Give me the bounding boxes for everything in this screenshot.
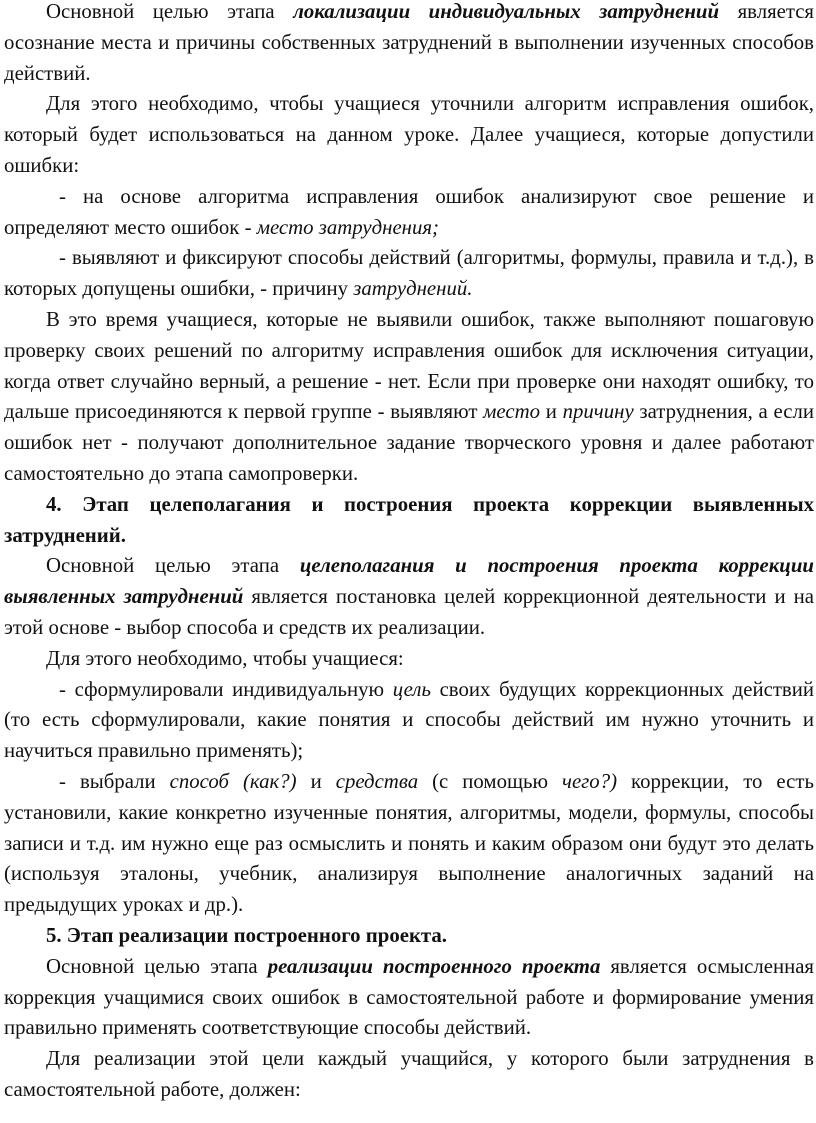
list-item (4, 675, 814, 767)
section-heading (4, 921, 814, 952)
text-run: является постановка целей коррекционной деятельности и на этой основе - выбор способа и средств их реализации. (4, 585, 814, 639)
text-run: выявляют и фиксируют способы действий (алгоритмы, формулы, правила и т.д.), в которых допущены ошибки, - причину (4, 246, 815, 301)
text-run: Основной целью этапа (46, 954, 268, 978)
text-run: В это время учащиеся, которые не выявили ошибок, также выполняют пошаговую проверку своих решений по алгоритму исправления ошибок для исключения ситуации, когда ответ случайно верный, а решение - нет. Если при проверке они находят ошибку, то дальше присоединяются к первой группе - выявляют (4, 307, 814, 424)
list-item (4, 767, 814, 921)
paragraph (4, 644, 814, 675)
text-run: Для этого необходимо, чтобы учащиеся уточнили алгоритм исправления ошибок, который будет использоваться на данном уроке. Далее учащиеся, которые допустили ошибки: (4, 92, 814, 177)
text-run: своих будущих коррекционных действий (то есть сформулировали, какие понятия и способы действий им нужно уточнить и научиться правильно применять); (4, 677, 814, 763)
text-run: сформулировали индивидуальную (74, 677, 393, 701)
paragraph (4, 305, 814, 490)
text-run: на основе алгоритма исправления ошибок анализируют свое решение и определяют место ошибок - (4, 184, 814, 239)
text-run: и (296, 769, 336, 793)
paragraph (4, 0, 814, 89)
text-run: 4. Этап целеполагания и построения проекта коррекции выявленных затруднений. (4, 492, 814, 547)
list-item (4, 243, 814, 305)
italic-term: цель (392, 677, 431, 701)
text-run: является осознание места и причины собственных затруднений в выполнении изученных способов действий. (4, 0, 815, 85)
italic-term: средства (335, 769, 419, 793)
text-run: коррекции, то есть установили, какие конкретно изученные понятия, алгоритмы, модели, формулы, способы записи и т.д. им нужно еще раз осмыслить и понять и каким образом они будут это делать (используя эталоны, учебник, анализируя выполнение аналогичных заданий на предыдущих уроках и др.). (4, 769, 814, 917)
list-item (4, 182, 814, 244)
text-run: является осмысленная коррекция учащимися своих ошибок в самостоятельной работе и формирование умения правильно применять соответствующие способы действий. (4, 954, 814, 1040)
italic-term: чего?) (562, 769, 618, 793)
emphasized-term: реализации построенного проекта (267, 954, 601, 978)
italic-term: способ (как?) (169, 769, 297, 793)
italic-term: место затруднения; (256, 215, 439, 239)
section-heading (4, 490, 814, 552)
text-run: Для этого необходимо, чтобы учащиеся: (46, 646, 404, 670)
text-run: Основной целью этапа (46, 554, 300, 578)
list-dash: - (59, 246, 72, 270)
list-dash: - (59, 184, 83, 208)
text-run: затруднения, а если ошибок нет - получают дополнительное задание творческого уровня и далее работают самостоятельно до этапа самопроверки. (4, 400, 814, 485)
paragraph (4, 89, 814, 181)
italic-term: место (483, 400, 541, 424)
text-run: (с помощью (418, 769, 563, 793)
text-run: выбрали (79, 769, 170, 793)
document-page (4, 0, 814, 1106)
text-run: и (540, 400, 563, 424)
emphasized-term: целеполагания и построения проекта коррекции выявленных затруднений (4, 554, 814, 609)
text-run: Основной целью этапа (46, 0, 294, 23)
italic-term: затруднений. (353, 277, 473, 301)
paragraph (4, 1044, 814, 1106)
list-dash: - (59, 769, 80, 793)
text-run: 5. Этап реализации построенного проекта. (46, 923, 447, 947)
text-run: Для реализации этой цели каждый учащийся, у которого были затруднения в самостоятельной работе, должен: (4, 1047, 814, 1101)
list-dash: - (59, 677, 75, 701)
paragraph (4, 551, 814, 643)
emphasized-term: локализации индивидуальных затруднений (293, 0, 720, 23)
italic-term: причину (562, 400, 634, 424)
paragraph (4, 952, 814, 1044)
